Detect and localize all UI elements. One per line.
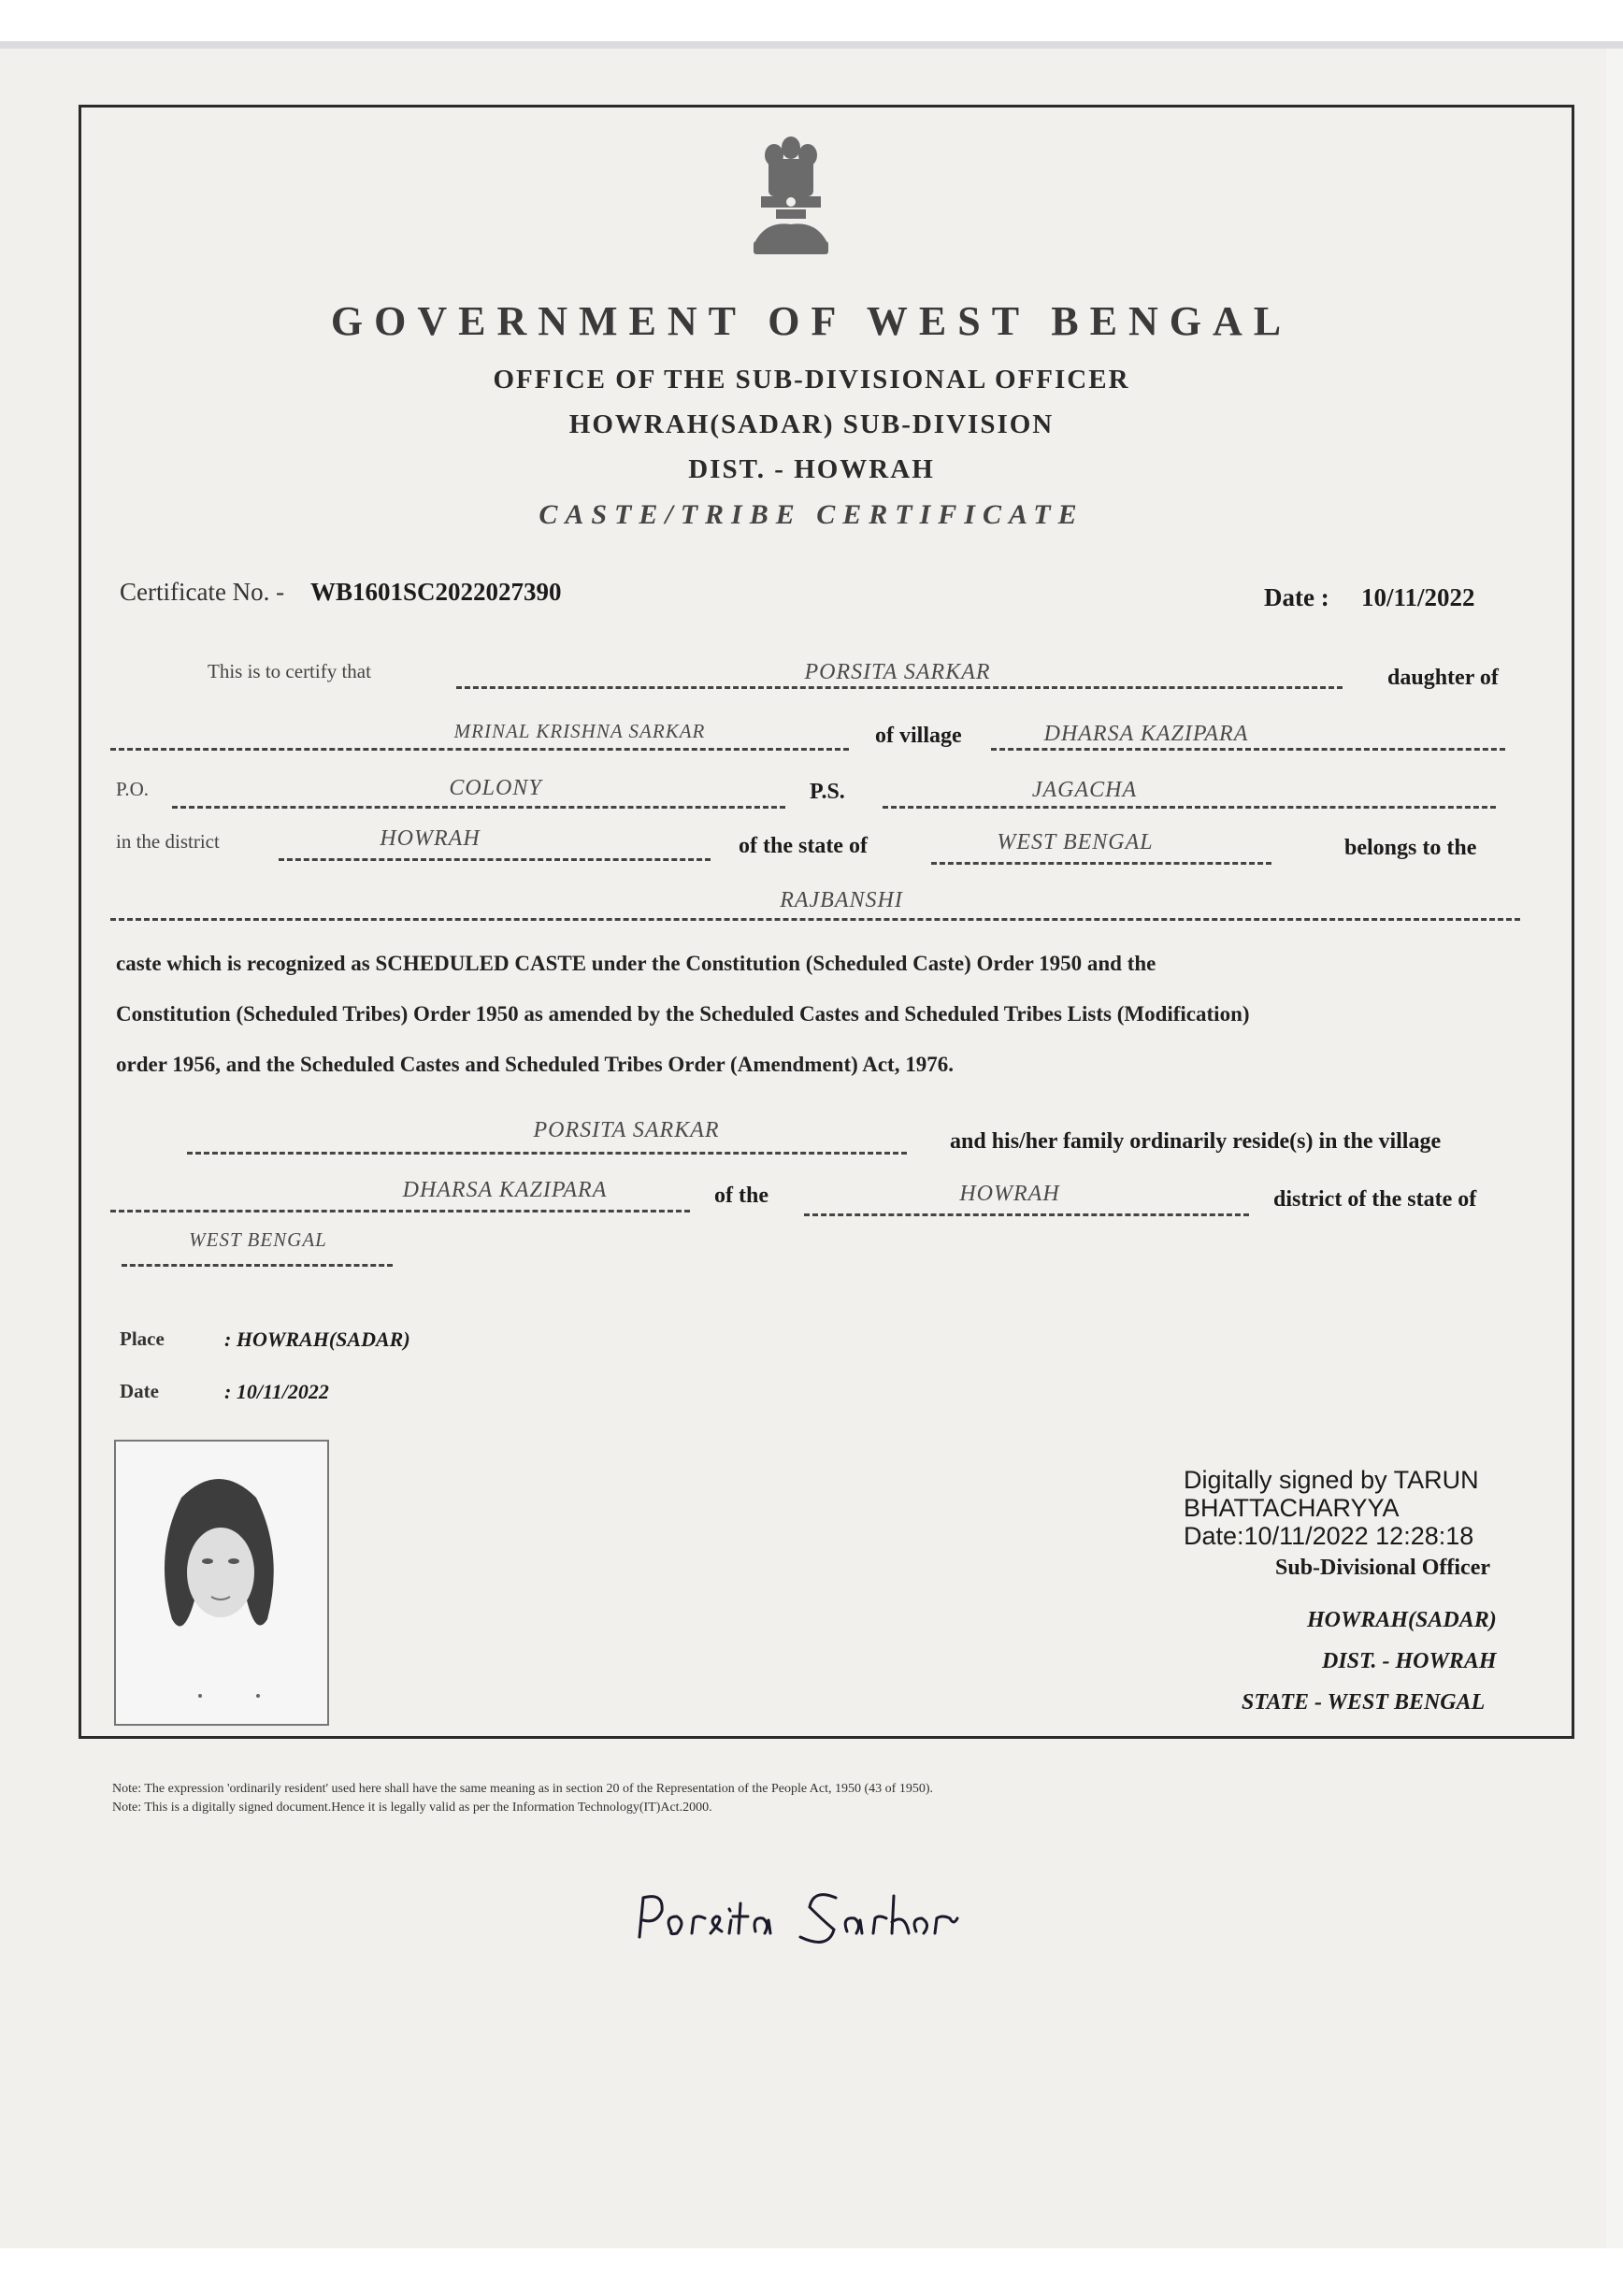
village-value: DHARSA KAZIPARA (1043, 722, 1249, 746)
intro-text: This is to certify that (208, 660, 371, 682)
ps-line (883, 806, 1496, 809)
po-label: P.O. (116, 778, 150, 800)
district-label: in the district (116, 830, 220, 853)
applicant-photo (114, 1440, 329, 1726)
po-line (172, 806, 785, 809)
officer-office: HOWRAH(SADAR) (1307, 1608, 1497, 1632)
district-line (279, 858, 711, 861)
handwritten-signature (636, 1879, 1010, 1963)
residence-district: HOWRAH (959, 1182, 1060, 1206)
officer-state: STATE - WEST BENGAL (1242, 1690, 1486, 1715)
applicant-portrait-icon (116, 1442, 327, 1724)
certificate-date: 10/11/2022 (1361, 583, 1475, 611)
residence-text-1: and his/her family ordinarily reside(s) in the village (950, 1129, 1442, 1154)
belongs-text: belongs to the (1344, 836, 1477, 860)
father-name: MRINAL KRISHNA SARKAR (453, 720, 706, 742)
village-label: of village (875, 724, 962, 748)
footer-date-label: Date (120, 1380, 159, 1402)
note-2: Note: This is a digitally signed document.Hence it is legally valid as per the Information Technology(IT)Act.2000. (112, 1801, 712, 1815)
government-title: GOVERNMENT OF WEST BENGAL (330, 298, 1293, 344)
officer-designation: Sub-Divisional Officer (1275, 1556, 1491, 1580)
residence-village-line (110, 1210, 690, 1213)
body-line-1: caste which is recognized as SCHEDULED CASTE under the Constitution (Scheduled Caste) Order 1950 and the (116, 952, 1156, 975)
place-label: Place (120, 1327, 165, 1350)
state-value: WEST BENGAL (997, 830, 1154, 854)
body-line-2: Constitution (Scheduled Tribes) Order 1950 as amended by the Scheduled Castes and Scheduled Tribes Lists (Modification) (116, 1002, 1250, 1026)
ps-label: P.S. (810, 780, 845, 804)
subdivision-title: HOWRAH(SADAR) SUB-DIVISION (568, 409, 1055, 439)
state-label: of the state of (739, 834, 868, 858)
bottom-edge (0, 2248, 1623, 2296)
certificate-number: WB1601SC2022027390 (310, 578, 562, 606)
district-value: HOWRAH (380, 826, 481, 851)
digital-signature-line-2: BHATTACHARYYA (1184, 1494, 1400, 1522)
caste-line (110, 918, 1520, 921)
residence-text-2: district of the state of (1273, 1187, 1477, 1212)
caste-value: RAJBANSHI (780, 888, 903, 912)
digital-signature-line-1: Digitally signed by TARUN (1184, 1466, 1479, 1494)
certificate-title: CASTE/TRIBE CERTIFICATE (539, 499, 1084, 530)
body-line-3: order 1956, and the Scheduled Castes and Scheduled Tribes Order (Amendment) Act, 1976. (116, 1053, 954, 1076)
father-line (110, 748, 849, 751)
residence-name: PORSITA SARKAR (533, 1118, 720, 1142)
footer-date-value: : 10/11/2022 (224, 1380, 329, 1403)
residence-state: WEST BENGAL (189, 1228, 327, 1251)
residence-state-line (122, 1264, 393, 1267)
residence-name-line (187, 1152, 907, 1155)
name-line (456, 686, 1343, 689)
place-value: : HOWRAH(SADAR) (224, 1327, 410, 1351)
state-line (931, 862, 1271, 865)
ps-value: JAGACHA (1031, 778, 1138, 802)
of-the-text: of the (714, 1184, 768, 1208)
officer-district: DIST. - HOWRAH (1322, 1649, 1497, 1673)
relation-text: daughter of (1387, 666, 1499, 690)
district-title: DIST. - HOWRAH (688, 454, 935, 484)
po-value: COLONY (449, 776, 542, 800)
note-1: Note: The expression 'ordinarily resident' used here shall have the same meaning as in section 20 of the Representation of the People Act, 1950 (43 of 1950). (112, 1782, 934, 1796)
digital-signature-line-3: Date:10/11/2022 12:28:18 (1184, 1522, 1474, 1550)
applicant-name: PORSITA SARKAR (804, 660, 991, 684)
certificate-number-label: Certificate No. - (120, 578, 285, 606)
office-title: OFFICE OF THE SUB-DIVISIONAL OFFICER (493, 365, 1130, 395)
residence-district-line (804, 1213, 1249, 1216)
village-line (991, 748, 1505, 751)
date-label: Date : (1264, 583, 1329, 611)
top-edge (0, 0, 1623, 49)
state-emblem-icon (748, 131, 834, 262)
residence-village: DHARSA KAZIPARA (402, 1178, 608, 1202)
